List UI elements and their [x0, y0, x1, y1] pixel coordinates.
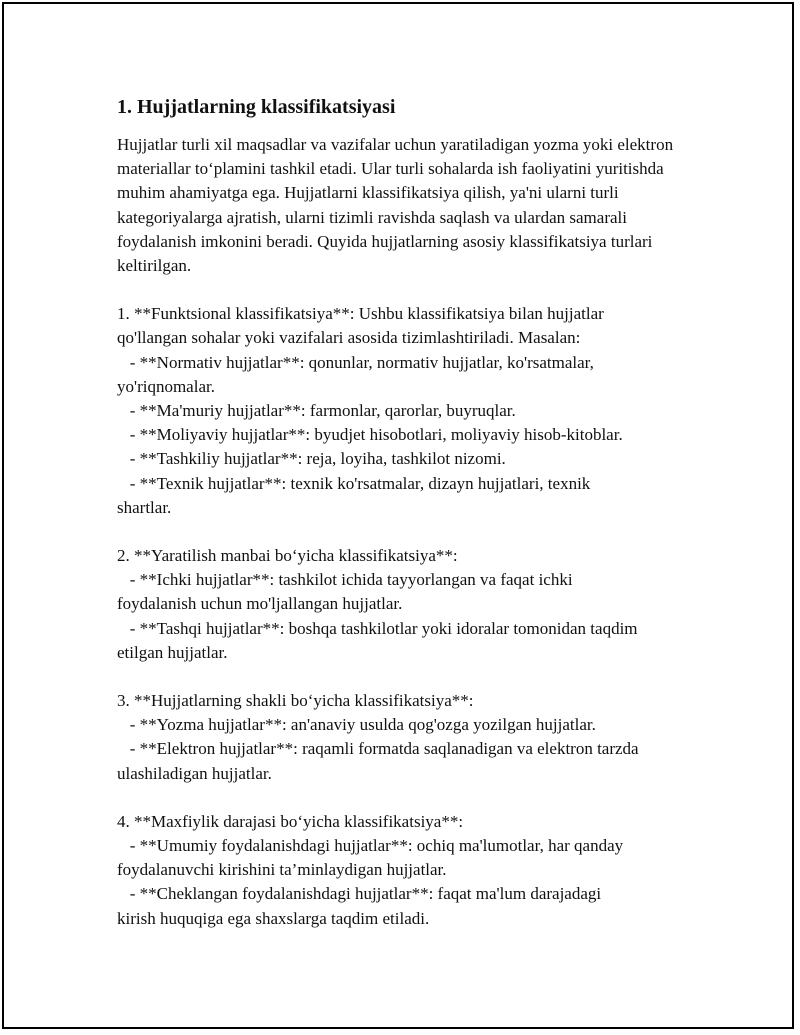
section-line: foydalanish uchun mo'ljallangan hujjatlar.	[117, 594, 403, 614]
section-line: - **Normativ hujjatlar**: qonunlar, normativ hujjatlar, ko'rsatmalar,	[117, 352, 594, 372]
classification-section-4	[117, 810, 697, 931]
section-line: 2. **Yaratilish manbai bo‘yicha klassifikatsiya**:	[117, 546, 458, 566]
section-line: yo'riqnomalar.	[117, 376, 215, 396]
section-line: ulashiladigan hujjatlar.	[117, 763, 272, 783]
section-line: - **Ma'muriy hujjatlar**: farmonlar, qarorlar, buyruqlar.	[117, 401, 516, 421]
document-body	[117, 92, 697, 931]
section-line: etilgan hujjatlar.	[117, 642, 228, 662]
section-line: - **Moliyaviy hujjatlar**: byudjet hisobotlari, moliyaviy hisob-kitoblar.	[117, 425, 623, 445]
section-line: foydalanuvchi kirishini ta’minlaydigan hujjatlar.	[117, 860, 447, 880]
section-line: - **Umumiy foydalanishdagi hujjatlar**: ochiq ma'lumotlar, har qanday	[117, 836, 624, 856]
section-line: - **Tashkiliy hujjatlar**: reja, loyiha, tashkilot nizomi.	[117, 449, 506, 469]
section-line: - **Yozma hujjatlar**: an'anaviy usulda qog'ozga yozilgan hujjatlar.	[117, 715, 596, 735]
section-line: - **Elektron hujjatlar**: raqamli formatda saqlanadigan va elektron tarzda	[117, 739, 639, 759]
section-line: kirish huquqiga ega shaxslarga taqdim etiladi.	[117, 908, 430, 928]
document-title: 1. Hujjatlarning klassifikatsiyasi	[117, 96, 396, 118]
section-line: - **Texnik hujjatlar**: texnik ko'rsatmalar, dizayn hujjatlari, texnik	[117, 473, 591, 493]
section-line: qo'llangan sohalar yoki vazifalari asosida tizimlashtiriladi. Masalan:	[117, 328, 581, 348]
section-line: 1. **Funktsional klassifikatsiya**: Ushbu klassifikatsiya bilan hujjatlar	[117, 304, 604, 324]
section-line: - **Cheklangan foydalanishdagi hujjatlar**: faqat ma'lum darajadagi	[117, 884, 602, 904]
classification-section-1	[117, 302, 697, 520]
section-line: 3. **Hujjatlarning shakli bo‘yicha klassifikatsiya**:	[117, 691, 474, 711]
intro-paragraph: Hujjatlar turli xil maqsadlar va vazifalar uchun yaratiladigan yozma yoki elektron materiallar to‘plamini tashkil etadi. Ular turli sohalarda ish faoliyatini yuritishda muhim ahamiyatga ega. Hujjatlarni klassifikatsiya qilish, ya'ni ularni turli kategoriyalarga ajratish, ularni tizimli ravishda saqlash va ulardan samarali foydalanish imkonini beradi. Quyida hujjatlarning asosiy klassifikatsiya turlari keltirilgan.	[117, 135, 674, 276]
sections-container	[117, 302, 697, 931]
section-line: 4. **Maxfiylik darajasi bo‘yicha klassifikatsiya**:	[117, 811, 464, 831]
section-line: - **Tashqi hujjatlar**: boshqa tashkilotlar yoki idoralar tomonidan taqdim	[117, 618, 638, 638]
classification-section-2	[117, 544, 697, 665]
section-line: shartlar.	[117, 497, 172, 517]
section-line: - **Ichki hujjatlar**: tashkilot ichida tayyorlangan va faqat ichki	[117, 570, 573, 590]
classification-section-3	[117, 689, 697, 786]
